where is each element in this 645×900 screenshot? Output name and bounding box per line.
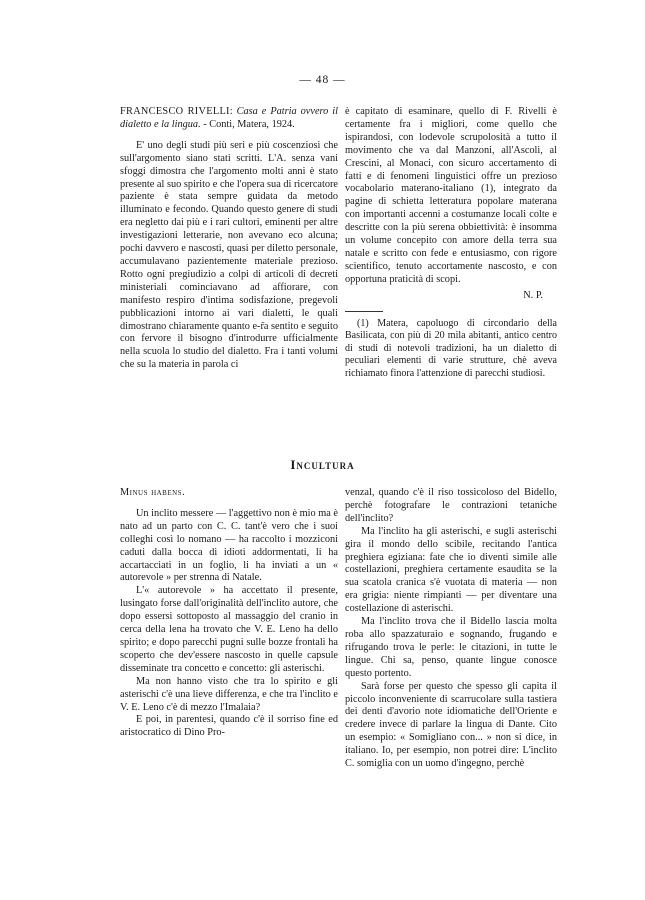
- review-heading: FRANCESCO RIVELLI: Casa e Patria ovvero il dialetto e la lingua. - Conti, Matera, 1924.: [120, 106, 338, 130]
- review-column-left: [120, 106, 338, 372]
- footnote: (1) Matera, capoluogo di circondario della Basilicata, con più di 20 mila abitanti, antico centro di studi di notevoli tradizioni, ha un dialetto di peculiari elementi di varie strutture, chè aveva richiamato finora l'attenzione di parecchi studiosi.: [345, 317, 557, 379]
- incultura-column-left: [120, 487, 338, 740]
- review-author: FRANCESCO RIVELLI: [120, 106, 230, 117]
- paragraph: L'« autorevole » ha accettato il presente, lusingato forse dall'originalità dell'inclito autore, che dopo essersi sottoposto al massaggio del cranio in cerca della lena ha trovato che V. E. Leno ha dello spirito; e dopo parecchi pugni sulle bozze frontali ha scoperto che dev'essere nascosto in quelle capsule disseminate tra concetto e concetto: gli asterischi.: [120, 585, 338, 674]
- paragraph: venzal, quando c'è il riso tossicoloso del Bidello, perchè fotografare le contrazioni tetaniche dell'inclito?: [345, 487, 557, 524]
- paragraph: Sarà forse per questo che spesso gli capita il piccolo inconveniente di scarrucolare sulla tastiera dei denti d'avorio note idiomatiche dell'Oriente e credere invece di parlare la lingua di Dante. Cito un esempio: « Somigliano con... » non si dice, in italiano. Io, per esempio, non potrei dire: L'inclito C. somiglia con un uomo d'ingegno, perchè: [345, 680, 557, 770]
- article-heading: Minus habens.: [120, 487, 186, 498]
- paragraph: Un inclito messere — l'aggettivo non è mio ma è nato ad un parto con C. C. tant'è vero che i suoi colleghi così lo nomano — ha raccolto i mozziconi caduti dalla bocca di idioti addormentati, li ha accartacciati in un foglio, li ha inviati a un « autorevole » per strenna di Natale.: [120, 507, 338, 584]
- review-signature: N. P.: [523, 289, 543, 301]
- review-body: E' uno degli studi più seri e più coscenziosi che sull'argomento siano stati scritti. L'A. senza vani sfoggi dimostra che l'argomento molti anni è stato presente al suo spirito e che l'opera sua di ricercatore paziente è stata sempre guidata da metodo illuminato e fecondo. Quando questo genere di studi era negletto dai più e i rari cultori, eminenti per altre investigazioni letterarie, non avevano eco alcuna; pochi davvero e nascosti, quasi per diletto personale, accumulavano pazientemente materiale prezioso. Rotto ogni pregiudizio a colpi di articoli di decreti ministeriali cominciavano ad affiorare, con manifesto respiro d'intima sodisfazione, pregevoli pubblicazioni intorno ai vari dialetti, le quali dimostrano chiaramente quanto e-r̃a sentito e seguito con fervore il bisogno d'introdurre ufficialmente nella scuola lo studio del dialetto. Fra i tanti volumi che su la materia in parola ci: [120, 139, 338, 371]
- paragraph: Ma l'inclito trova che il Bidello lascia molta roba allo spazzaturaio e sognando, frugando e rifrugando trova le perle: le citazioni, in tutte le lingue. Chi sa, penso, quante lingue conosce questo portento.: [345, 616, 557, 679]
- paragraph: Ma non hanno visto che tra lo spirito e gli asterischi c'è una lieve differenza, e che tra l'inclito e V. E. Leno c'è di mezzo l'Imalaia?: [120, 675, 338, 713]
- incultura-column-right: [345, 487, 557, 771]
- page-number: — 48 —: [299, 74, 346, 86]
- review-body-continued: è capitato di esaminare, quello di F. Rivelli è certamente fra i migliori, come quello che ispirandosi, con lodevole scrupolosità a tutto il movimento che va dal Manzoni, all'Ascoli, al Crescini, al Monaci, con sicuro accertamento di fatti e di fenomeni linguistici offre un prezioso vocabolario materano-italiano (1), integrato da pagine di schietta letteratura popolare materana con importanti accenni a costumanze locali colte e descritte con la più serena obbiettività: è insomma un volume concepito con amore della terra sua natale e scritto con fede e entusiasmo, con rigore scientifico, tenuto accortamente nascosto, e con opportuna praticità di scopi.: [345, 106, 557, 285]
- review-publisher: - Conti, Matera, 1924.: [203, 118, 295, 130]
- section-title: Incultura: [290, 457, 355, 472]
- footnote-divider: [345, 311, 383, 312]
- review-column-right: [345, 106, 557, 381]
- paragraph: Ma l'inclito ha gli asterischi, e sugli asterischi gira il mondo dello scibile, recitando l'antica preghiera egiziana: fate che io diventi simile alle costellazioni, preghiera certamente esaudita se la sua scatola cranica s'è vuotata di materia — non era grigia: niente rimpianti — per diventare una costellazione di asterischi.: [345, 525, 557, 615]
- paragraph: E poi, in parentesi, quando c'è il sorriso fine ed aristocratico di Dino Pro-: [120, 714, 338, 739]
- review-book-title: Casa e Patria ovvero il dialetto e la lingua.: [120, 106, 338, 130]
